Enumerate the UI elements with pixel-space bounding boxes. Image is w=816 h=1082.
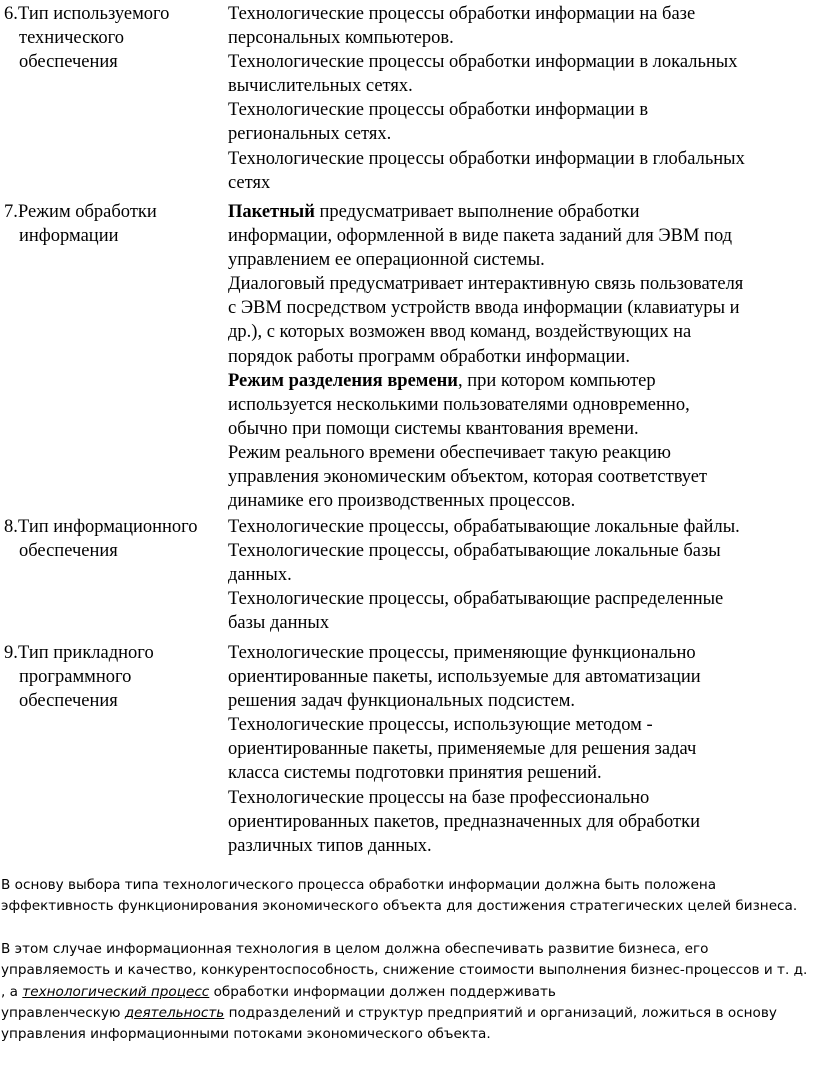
footer-paragraph <box>1 875 815 918</box>
label-line: обеспечения <box>19 52 118 73</box>
text-line: ориентированных пакетов, предназначенных для обработки <box>228 811 700 832</box>
row-label <box>19 515 224 563</box>
text-line: В этом случае информационная технология в целом должна обеспечивать развитие бизнеса, его <box>1 940 709 957</box>
text-line: вычислительных сетях. <box>228 76 413 97</box>
description-paragraph <box>228 98 816 146</box>
label-line: Тип прикладного <box>18 643 154 663</box>
text-line: Технологические процессы, обрабатывающие распределенные <box>228 589 724 610</box>
text-fragment: управленческую <box>1 1005 125 1022</box>
row-label <box>19 200 224 248</box>
label-line: обеспечения <box>19 691 118 712</box>
text-line: региональных сетях. <box>228 124 392 145</box>
label-line: программного <box>19 667 132 688</box>
text-line: базы данных <box>228 613 330 634</box>
row-label <box>19 641 224 713</box>
label-line: Тип информационного <box>18 517 198 537</box>
text-line: класса системы подготовки принятия решений. <box>228 763 602 784</box>
label-line: обеспечения <box>19 541 118 562</box>
text-line: Технологические процессы обработки информации в локальных <box>228 52 738 73</box>
text-line: персональных компьютеров. <box>228 28 454 49</box>
description-paragraph <box>228 539 816 587</box>
text-line: с ЭВМ посредством устройств ввода информации (клавиатуры и <box>228 298 740 319</box>
text-line: информации, оформленной в виде пакета заданий для ЭВМ под <box>228 226 733 247</box>
text-fragment: , а <box>1 983 23 1000</box>
description-paragraph <box>228 2 816 50</box>
text-line: Технологические процессы обработки информации в <box>228 100 649 121</box>
text-line: различных типов данных. <box>228 835 432 856</box>
description-paragraph <box>228 272 816 368</box>
text-line: Режим реального времени обеспечивает такую реакцию <box>228 442 671 463</box>
term-time-sharing: Режим разделения времени <box>228 370 458 391</box>
text-line: управляемость и качество, конкурентоспособность, снижение стоимости выполнения бизнес-процессов и т. д. <box>1 962 808 979</box>
text-line: Технологические процессы, обрабатывающие локальные базы <box>228 541 721 562</box>
text-line: Диалоговый предусматривает интерактивную связь пользователя <box>228 274 744 295</box>
description-paragraph <box>228 641 816 713</box>
text-line: обычно при помощи системы квантования времени. <box>228 418 639 439</box>
label-line: Режим обработки <box>18 202 157 222</box>
text-line: ориентированные пакеты, используемые для автоматизации <box>228 667 701 688</box>
text-line: ориентированные пакеты, применяемые для решения задач <box>228 739 697 760</box>
term-batch: Пакетный <box>228 202 315 222</box>
text-line: В основу выбора типа технологического процесса обработки информации должна быть положена <box>1 877 717 893</box>
description-paragraph <box>228 441 816 513</box>
text-line: управления экономическим объектом, которая соответствует <box>228 467 708 488</box>
row-description <box>228 515 816 635</box>
text-line: данных. <box>228 565 292 586</box>
description-paragraph <box>228 786 816 858</box>
description-paragraph <box>228 587 816 635</box>
text-fragment: подразделений и структур предприятий и организаций, ложиться в основу <box>224 1005 777 1022</box>
link-activity[interactable]: деятельность <box>124 1005 225 1022</box>
text-line: Технологические процессы на базе профессионально <box>228 787 650 808</box>
row-number: 7. <box>4 202 18 222</box>
text-line: порядок работы программ обработки информации. <box>228 346 630 367</box>
row-number: 9. <box>4 643 18 663</box>
footer-text <box>1 875 815 1046</box>
text-line: др.), с которых возможен ввод команд, воздействующих на <box>228 322 692 343</box>
text-line: эффективность функционирования экономического объекта для достижения стратегических целей бизнеса. <box>1 898 798 915</box>
row-description <box>228 641 816 858</box>
text-line <box>1 1003 815 1024</box>
description-paragraph <box>228 713 816 785</box>
label-line: технического <box>19 28 124 49</box>
link-technological-process[interactable]: технологический процесс <box>22 983 210 1000</box>
description-paragraph <box>228 369 816 441</box>
row-number: 6. <box>4 4 18 24</box>
description-paragraph <box>228 50 816 98</box>
text-line: Технологические процессы обработки информации на базе <box>228 4 696 24</box>
text-line <box>228 200 816 224</box>
description-paragraph <box>228 200 816 272</box>
row-label <box>19 2 224 74</box>
text-fragment: , при котором компьютер <box>457 370 656 391</box>
text-line: используется несколькими пользователями одновременно, <box>228 394 690 415</box>
text-line: Технологические процессы, обрабатывающие локальные файлы. <box>228 517 740 537</box>
text-line: Технологические процессы, использующие методом - <box>228 715 653 736</box>
text-line: Технологические процессы, применяющие функционально <box>228 643 696 663</box>
text-fragment: обработки информации должен поддерживать <box>209 983 556 1000</box>
description-paragraph <box>228 515 816 539</box>
text-line <box>228 369 816 393</box>
text-line: сетях <box>228 172 271 193</box>
text-line: динамике его производственных процессов. <box>228 491 576 512</box>
row-description <box>228 200 816 513</box>
description-paragraph <box>228 147 816 195</box>
text-fragment: предусматривает выполнение обработки <box>314 202 640 222</box>
text-line: Технологические процессы обработки информации в глобальных <box>228 148 745 169</box>
row-number: 8. <box>4 517 18 537</box>
text-line: управлением ее операционной системы. <box>228 250 545 271</box>
footer-paragraph <box>1 939 815 1046</box>
label-line: Тип используемого <box>18 4 170 24</box>
text-line: решения задач функциональных подсистем. <box>228 691 576 712</box>
text-line <box>1 982 815 1003</box>
row-description <box>228 2 816 195</box>
label-line: информации <box>19 226 119 247</box>
text-line: управления информационными потоками экономического объекта. <box>1 1026 491 1043</box>
